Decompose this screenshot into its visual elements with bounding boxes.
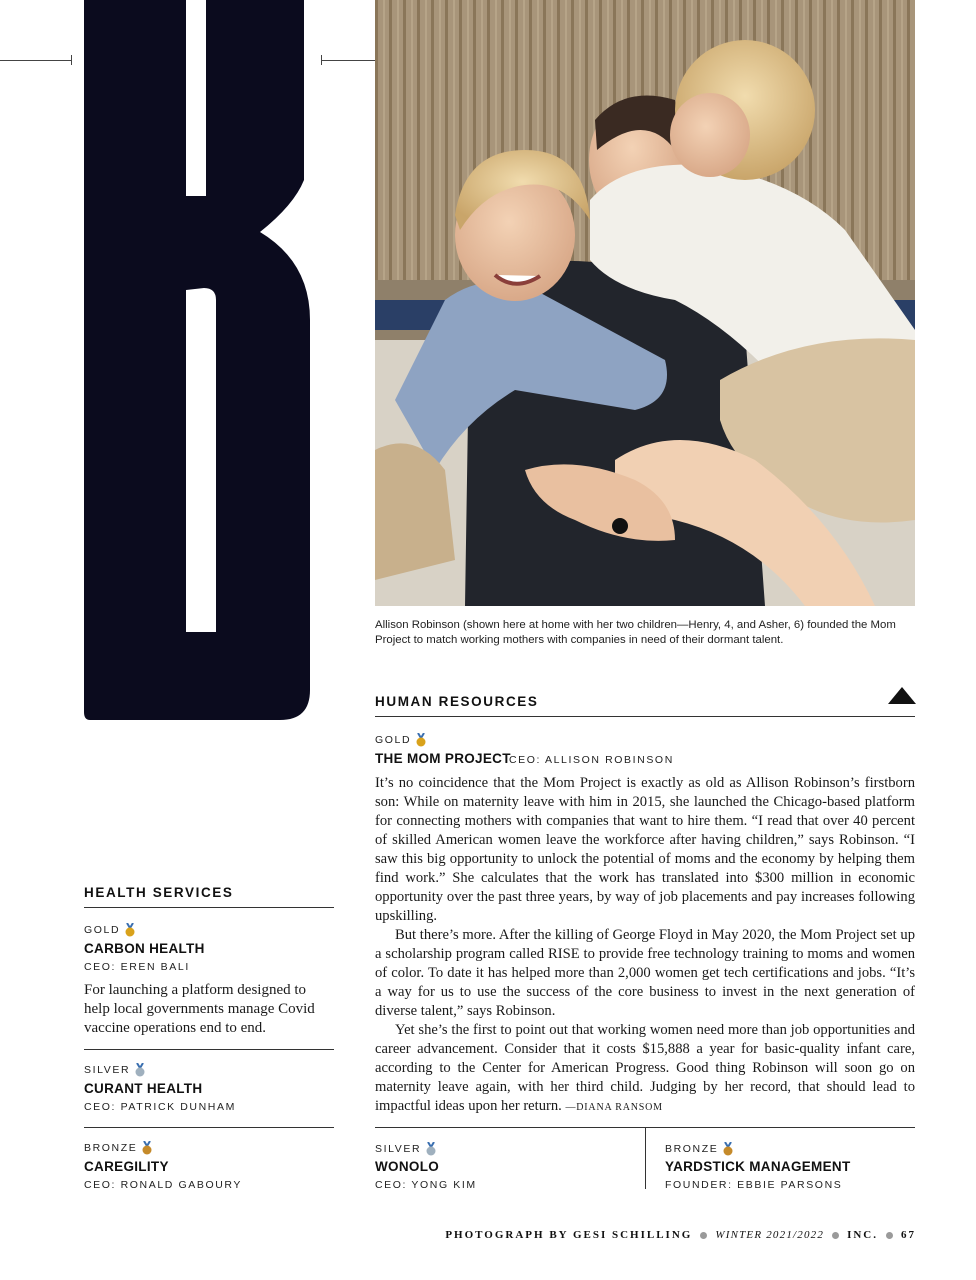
article-paragraph: But there’s more. After the killing of George Floyd in May 2020, the Mom Project set up a scholarship program called RISE to provide free technology training to moms and women of color. To date it has helped more than 2,000 women get tech certifications and jobs. “It’s a way for us to use the success of the core business to invest in the next generation of diverse talent,” says Robinson. [375,927,915,1019]
medal-icon [415,733,427,747]
tier-bronze-hr [665,1142,734,1156]
medal-icon [425,1142,437,1156]
tier-silver-hs [84,1063,146,1077]
section-title-health-services: HEALTH SERVICES [84,885,234,900]
article-body [375,774,915,1117]
tier-label: SILVER [375,1143,422,1155]
footer-separator [832,1232,839,1239]
tier-label: GOLD [375,734,412,746]
page-footer [445,1229,916,1241]
medal-icon [722,1142,734,1156]
issue-date: WINTER 2021/2022 [715,1229,825,1241]
section-rule-health-services [84,907,334,908]
tier-label: BRONZE [84,1142,138,1154]
photo-caption: Allison Robinson (shown here at home with her two children—Henry, 4, and Asher, 6) founded the Mom Project to match working mothers with companies in need of their dormant talent. [375,619,896,646]
section-title-human-resources: HUMAN RESOURCES [375,694,539,709]
crop-tick-right [321,55,322,65]
tier-gold-hs [84,923,136,937]
article-paragraph: It’s no coincidence that the Mom Project is exactly as old as Allison Robinson’s firstborn son: While on maternity leave with him in 2015, she launched the Chicago-based platform for connecting mothers with companies that want to hire them. “I read that over 40 percent of skilled American women leave the workforce after having children,” says Robinson. “I saw this big opportunity to unlock the potential of moms and the economy by helping them find work.” She calculates that the work has translated into $300 million in economic opportunity over the past three years, by way of job placements and pay increases following upskilling. [375,775,915,924]
company-ceo: CEO: RONALD GABOURY [84,1179,242,1191]
company-ceo: FOUNDER: EBBIE PARSONS [665,1179,843,1191]
page-number: 67 [901,1229,916,1241]
company-name: WONOLO [375,1159,440,1174]
byline: —DIANA RANSOM [565,1102,663,1113]
company-ceo: CEO: PATRICK DUNHAM [84,1101,236,1113]
company-ceo: CEO: ALLISON ROBINSON [509,754,674,766]
footer-separator [700,1232,707,1239]
magazine-name: INC. [847,1229,878,1241]
medal-icon [124,923,136,937]
article-paragraph-text: Yet she’s the first to point out that working women need more than job opportunities and career advancement. Consider that it costs $15,888 a year for basic-quality infant care, according to the Center for American Progress. Good thing Robinson will soon go on maternity leave again, with her third child. Judging by her record, that should lead to impactful ideas upon her return. [375,1022,915,1114]
company-name: YARDSTICK MANAGEMENT [665,1159,851,1174]
big-letter-b [84,0,310,720]
hr-column-divider [645,1127,646,1189]
company-name: CARBON HEALTH [84,941,205,956]
company-blurb: For launching a platform designed to help local governments manage Covid vaccine operations end to end. [84,982,315,1036]
tier-label: BRONZE [665,1143,719,1155]
tier-bronze-hs [84,1141,153,1155]
tier-gold-hr [375,733,427,747]
company-ceo: CEO: YONG KIM [375,1179,477,1191]
section-rule-human-resources [375,716,915,717]
photo-credit: PHOTOGRAPH BY GESI SCHILLING [445,1229,693,1241]
hs-rule-1 [84,1049,334,1050]
company-name: CAREGILITY [84,1159,169,1174]
medal-icon [134,1063,146,1077]
company-name: CURANT HEALTH [84,1081,203,1096]
family-photo [375,0,915,606]
hs-rule-2 [84,1127,334,1128]
tier-label: SILVER [84,1064,131,1076]
company-ceo: CEO: EREN BALI [84,961,190,973]
triangle-icon [888,687,916,704]
crop-tick-left [71,55,72,65]
article-paragraph [375,1021,915,1117]
crop-mark-right [321,60,375,61]
medal-icon [141,1141,153,1155]
tier-silver-hr [375,1142,437,1156]
company-name: THE MOM PROJECT [375,751,511,766]
tier-label: GOLD [84,924,121,936]
crop-mark-left [0,60,72,61]
footer-separator [886,1232,893,1239]
